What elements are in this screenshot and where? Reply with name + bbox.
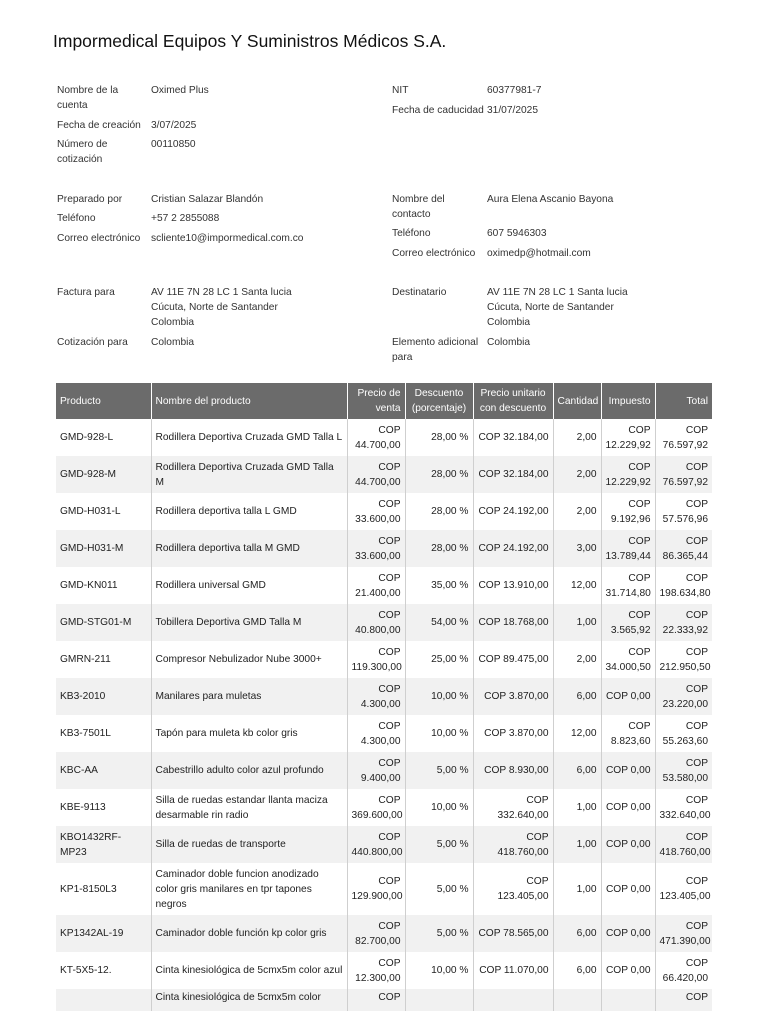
discounted-unit-price [473,989,553,1011]
contact-phone-label: Teléfono [392,228,431,239]
product-code: GMD-H031-L [56,493,151,530]
sale-price: COP 33.600,00 [347,530,405,567]
tax-amount: COP 9.192,96 [601,493,655,530]
sale-price: COP [347,989,405,1011]
sale-price: COP 40.800,00 [347,604,405,641]
quantity: 12,00 [553,567,601,604]
sale-price: COP 82.700,00 [347,915,405,952]
product-name: Caminador doble función kp color gris [151,915,347,952]
discounted-unit-price: COP 13.910,00 [473,567,553,604]
product-name: Rodillera deportiva talla M GMD [151,530,347,567]
discount-percent: 28,00 % [405,456,473,493]
table-row [56,604,712,641]
contact-name-label: Nombre del contacto [392,194,445,220]
contact-email-label: Correo electrónico [392,248,476,259]
discounted-unit-price: COP 8.930,00 [473,752,553,789]
tax-amount: COP 31.714,80 [601,567,655,604]
product-code: GMD-KN011 [56,567,151,604]
product-name: Tobillera Deportiva GMD Talla M [151,604,347,641]
table-row [56,567,712,604]
sale-price: COP 440.800,00 [347,826,405,863]
discount-percent: 5,00 % [405,863,473,915]
extra-element-value: Colombia [487,337,531,348]
quantity: 6,00 [553,915,601,952]
product-name: Silla de ruedas de transporte [151,826,347,863]
product-code: KB3-7501L [56,715,151,752]
header-product-name: Nombre del producto [151,383,347,419]
tax-amount [601,989,655,1011]
invoice-address-line: Colombia [151,317,195,328]
quantity: 2,00 [553,641,601,678]
account-name-label: Nombre de la cuenta [57,85,119,111]
nit-value: 60377981-7 [487,85,542,96]
tax-amount: COP 0,00 [601,863,655,915]
quantity: 3,00 [553,530,601,567]
product-name: Rodillera Deportiva Cruzada GMD Talla L [151,419,347,456]
prepared-by-value: Cristian Salazar Blandón [151,194,264,205]
table-row [56,915,712,952]
discount-percent: 25,00 % [405,641,473,678]
header-total: Total [655,383,712,419]
product-code: GMD-928-L [56,419,151,456]
discounted-unit-price: COP 89.475,00 [473,641,553,678]
line-total: COP 86.365,44 [655,530,712,567]
header-sale-price: Precio de venta [347,383,405,419]
line-total: COP 471.390,00 [655,915,712,952]
table-row [56,826,712,863]
table-row [56,456,712,493]
header-product: Producto [56,383,151,419]
discounted-unit-price: COP 24.192,00 [473,530,553,567]
line-total: COP [655,989,712,1011]
table-row [56,715,712,752]
tax-amount: COP 13.789,44 [601,530,655,567]
tax-amount: COP 12.229,92 [601,419,655,456]
table-row [56,641,712,678]
quote-number-value: 00110850 [151,139,196,150]
table-row [56,493,712,530]
contact-email-value: oximedp@hotmail.com [487,248,591,259]
discounted-unit-price: COP 3.870,00 [473,715,553,752]
tax-amount: COP 0,00 [601,915,655,952]
discount-percent: 5,00 % [405,915,473,952]
quantity: 12,00 [553,715,601,752]
tax-amount: COP 0,00 [601,826,655,863]
company-title: Impormedical Equipos Y Suministros Médicos S.A. [53,31,447,51]
discount-percent [405,989,473,1011]
quantity: 1,00 [553,863,601,915]
quantity [553,989,601,1011]
created-date-value: 3/07/2025 [151,120,197,131]
discounted-unit-price: COP 418.760,00 [473,826,553,863]
discounted-unit-price: COP 18.768,00 [473,604,553,641]
sale-price: COP 44.700,00 [347,419,405,456]
discounted-unit-price: COP 3.870,00 [473,678,553,715]
nit-label: NIT [392,85,409,96]
tax-amount: COP 0,00 [601,678,655,715]
prepared-phone-label: Teléfono [57,213,96,224]
product-name: Rodillera deportiva talla L GMD [151,493,347,530]
product-code: KBO1432RF-MP23 [56,826,151,863]
sale-price: COP 369.600,00 [347,789,405,826]
line-total: COP 76.597,92 [662,424,708,451]
quantity: 1,00 [553,826,601,863]
table-row [56,789,712,826]
discount-percent: 28,00 % [405,530,473,567]
quantity: 1,00 [553,604,601,641]
discount-percent: 10,00 % [405,789,473,826]
invoice-address-line: AV 11E 7N 28 LC 1 Santa lucia [151,287,292,298]
tax-amount: COP 8.823,60 [601,715,655,752]
discount-percent: 10,00 % [405,715,473,752]
sale-price: COP 33.600,00 [347,493,405,530]
prepared-by-label: Preparado por [57,194,123,205]
quantity: 6,00 [553,678,601,715]
line-total: COP 332.640,00 [659,794,711,821]
discount-percent: 54,00 % [405,604,473,641]
line-total: COP 22.333,92 [655,604,712,641]
quantity: 6,00 [553,752,601,789]
discounted-unit-price: COP 332.640,00 [473,789,553,826]
header-quantity: Cantidad [553,383,601,419]
line-total: COP 198.634,80 [659,572,711,599]
sale-price: COP 21.400,00 [347,567,405,604]
discounted-unit-price: COP 11.070,00 [473,952,553,989]
product-code [56,989,151,1011]
tax-amount: COP 0,00 [601,952,655,989]
discount-percent: 5,00 % [405,826,473,863]
line-total: COP 123.405,00 [659,876,711,902]
discount-percent: 5,00 % [405,752,473,789]
expiry-date-value: 31/07/2025 [487,105,538,116]
table-row [56,530,712,567]
extra-element-label: Elemento adicional para [392,337,479,363]
discounted-unit-price: COP 24.192,00 [473,493,553,530]
product-code: GMRN-211 [56,641,151,678]
product-name: Rodillera universal GMD [151,567,347,604]
created-date-label: Fecha de creación [57,120,141,131]
discounted-unit-price: COP 32.184,00 [473,419,553,456]
recipient-address [487,285,628,330]
discount-percent: 10,00 % [405,678,473,715]
invoice-address-line: Cúcuta, Norte de Santander [151,302,278,313]
invoice-address [151,285,292,330]
invoice-to-label: Factura para [57,287,115,298]
quote-for-value: Colombia [151,337,195,348]
tax-amount: COP 0,00 [601,789,655,826]
discounted-unit-price: COP 32.184,00 [473,456,553,493]
product-name: Compresor Nebulizador Nube 3000+ [151,641,347,678]
sale-price: COP 12.300,00 [347,952,405,989]
discounted-unit-price: COP 78.565,00 [473,915,553,952]
line-total: COP 55.263,60 [662,720,708,747]
prepared-email-value: scliente10@impormedical.com.co [151,233,304,244]
product-name: Rodillera Deportiva Cruzada GMD Talla M [151,456,347,493]
contact-name-value: Aura Elena Ascanio Bayona [487,194,614,205]
quote-number-label: Número de cotización [57,139,108,165]
tax-amount: COP 34.000,50 [601,641,655,678]
line-total: COP 418.760,00 [655,826,712,863]
sale-price: COP 4.300,00 [347,678,405,715]
recipient-label: Destinatario [392,287,447,298]
expiry-date-label: Fecha de caducidad [392,105,484,116]
discount-percent: 28,00 % [405,419,473,456]
table-row [56,989,712,1011]
line-total: COP 23.220,00 [655,678,712,715]
product-name: Tapón para muleta kb color gris [151,715,347,752]
product-code: GMD-H031-M [56,530,151,567]
account-name-value: Oximed Plus [151,85,209,96]
line-total: COP 212.950,50 [659,646,711,673]
contact-phone-value: 607 5946303 [487,228,547,239]
quantity: 2,00 [553,419,601,456]
product-name: Silla de ruedas estandar llanta maciza desarmable rin radio [151,789,347,826]
tax-amount: COP 3.565,92 [601,604,655,641]
quantity: 2,00 [553,493,601,530]
table-row [56,419,712,456]
product-code: KP1-8150L3 [56,863,151,915]
sale-price: COP 119.300,00 [347,641,405,678]
discount-percent: 35,00 % [405,567,473,604]
sale-price: COP 44.700,00 [347,456,405,493]
table-row [56,863,712,915]
sale-price: COP 129.900,00 [347,863,405,915]
discount-percent: 10,00 % [405,952,473,989]
prepared-phone-value: +57 2 2855088 [151,213,220,224]
discount-percent: 28,00 % [405,493,473,530]
product-name: Cinta kinesiológica de 5cmx5m color [151,989,347,1011]
product-code: KB3-2010 [56,678,151,715]
header-unit-price: Precio unitario con descuento [473,383,553,419]
table-row [56,678,712,715]
quote-for-label: Cotización para [57,337,128,348]
line-total: COP 76.597,92 [655,456,712,493]
products-table [56,383,712,1011]
quantity: 1,00 [553,789,601,826]
recipient-address-line: Colombia [487,317,531,328]
table-header-row [56,383,712,419]
product-code: GMD-928-M [56,456,151,493]
tax-amount: COP 12.229,92 [601,456,655,493]
header-tax: Impuesto [601,383,655,419]
product-name: Manilares para muletas [151,678,347,715]
header-discount: Descuento (porcentaje) [405,383,473,419]
quantity: 6,00 [553,952,601,989]
tax-amount: COP 0,00 [601,752,655,789]
product-name: Caminador doble funcion anodizado color gris manilares en tpr tapones negros [151,863,347,915]
product-code: KBE-9113 [56,789,151,826]
product-code: GMD-STG01-M [56,604,151,641]
table-row [56,752,712,789]
line-total: COP 57.576,96 [662,498,708,525]
product-name: Cabestrillo adulto color azul profundo [151,752,347,789]
line-total: COP 66.420,00 [662,957,708,984]
quantity: 2,00 [553,456,601,493]
table-row [56,952,712,989]
sale-price: COP 4.300,00 [347,715,405,752]
product-code: KP1342AL-19 [56,915,151,952]
product-name: Cinta kinesiológica de 5cmx5m color azul [151,952,347,989]
product-code: KBC-AA [56,752,151,789]
line-total: COP 53.580,00 [655,752,712,789]
product-code: KT-5X5-12. [56,952,151,989]
sale-price: COP 9.400,00 [347,752,405,789]
discounted-unit-price: COP 123.405,00 [473,863,553,915]
recipient-address-line: Cúcuta, Norte de Santander [487,302,614,313]
prepared-email-label: Correo electrónico [57,233,141,244]
recipient-address-line: AV 11E 7N 28 LC 1 Santa lucia [487,287,628,298]
